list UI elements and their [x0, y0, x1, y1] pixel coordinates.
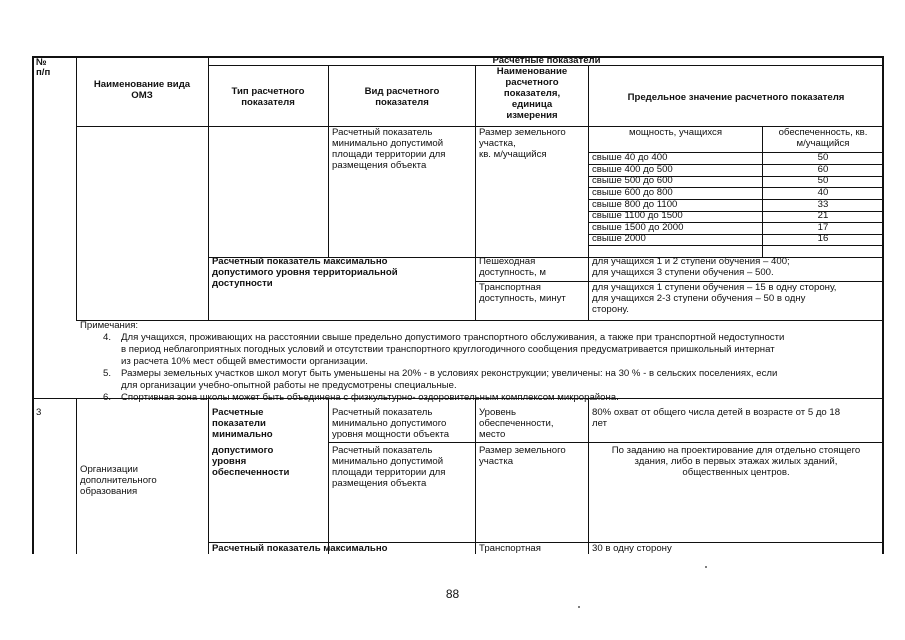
- school-walk-value-line-2: для учащихся 3 ступени обучения – 500.: [592, 267, 774, 278]
- row3-kind2-line-4: размещения объекта: [332, 478, 427, 489]
- row3-type-line-4: допустимого: [212, 445, 274, 456]
- header-unit-line-5: измерения: [506, 110, 558, 121]
- header-type-line-2: показателя: [241, 97, 295, 108]
- row3-name-line-2: дополнительного: [80, 475, 157, 486]
- school-access-type-line-3: доступности: [212, 278, 273, 289]
- scan-speck: [578, 606, 580, 608]
- row3-kind2-line-2: минимально допустимой: [332, 456, 444, 467]
- row3-kind1-line-2: минимально допустимого: [332, 418, 447, 429]
- row3-value2-line-2: здания, либо в первых этажах жилых зданий,: [634, 456, 838, 467]
- school-transport-unit-line-2: доступность, минут: [479, 293, 566, 304]
- school-access-type-line-2: допустимого уровня территориальной: [212, 267, 398, 278]
- school-kind-line-1: Расчетный показатель: [332, 127, 433, 138]
- school-range-6: свыше 1100 до 1500: [592, 210, 683, 221]
- row3-type-line-5: уровня: [212, 456, 247, 467]
- school-range-5: свыше 800 до 1100: [592, 199, 678, 210]
- row3-unit2-line-1: Размер земельного: [479, 445, 566, 456]
- note-4-line-2: в период неблагоприятных погодных условий и отсутствии транспортного круглогодичного сообщения предусматривается пришкольный интернат: [121, 344, 775, 355]
- header-group-title: Расчетные показатели: [492, 55, 601, 66]
- row3-kind1-line-3: уровня мощности объекта: [332, 429, 450, 440]
- school-col-capacity: мощность, учащихся: [628, 127, 723, 138]
- row3-value1-line-2: лет: [592, 418, 608, 429]
- school-transport-value-line-2: для учащихся 2-3 ступени обучения – 50 в одну: [592, 293, 806, 304]
- school-col-provision-line-1: обеспеченность, кв.: [778, 127, 868, 138]
- school-range-1: свыше 40 до 400: [592, 152, 668, 163]
- notes-title: Примечания:: [80, 320, 139, 331]
- note-4-number: 4.: [103, 332, 112, 343]
- school-value-5: 33: [817, 199, 829, 210]
- school-value-3: 50: [817, 175, 829, 186]
- header-num-2: п/п: [36, 67, 51, 78]
- header-limit: Предельное значение расчетного показателя: [627, 92, 845, 103]
- school-transport-unit-line-1: Транспортная: [479, 282, 541, 293]
- school-unit-line-1: Размер земельного: [479, 127, 566, 138]
- school-value-6: 21: [817, 210, 829, 221]
- school-walk-unit-line-2: доступность, м: [479, 267, 546, 278]
- row3-name-line-1: Организации: [80, 464, 139, 475]
- row3-value2-line-3: общественных центров.: [682, 467, 790, 478]
- school-value-2: 60: [817, 164, 829, 175]
- row3-type-line-2: показатели: [212, 418, 266, 429]
- col-line-2b: [208, 398, 209, 554]
- row-line-row3-mid: [328, 442, 883, 443]
- row3-transport-unit: Транспортная: [479, 543, 541, 554]
- note-5-number: 5.: [103, 368, 112, 379]
- row3-transport-value: 30 в одну сторону: [592, 543, 672, 554]
- row3-number: 3: [36, 407, 42, 418]
- header-kind-line-1: Вид расчетного: [364, 86, 440, 97]
- school-value-4: 40: [817, 187, 829, 198]
- school-transport-value-line-1: для учащихся 1 ступени обучения – 15 в одну сторону,: [592, 282, 837, 293]
- header-unit-line-3: показателя,: [503, 88, 561, 99]
- col-line-3b: [328, 398, 329, 554]
- page-number: 88: [445, 587, 460, 601]
- header-unit-line-4: единица: [511, 99, 553, 110]
- header-name-line-1: Наименование вида: [93, 79, 191, 90]
- row3-type-line-6: обеспеченности: [212, 467, 290, 478]
- note-5-line-1: Размеры земельных участков школ могут быть уменьшены на 20% - в условиях реконструкции; увеличены: на 30 % - в сельских поселениях, если: [121, 368, 778, 379]
- row3-value2-line-1: По заданию на проектирование для отдельно стоящего: [611, 445, 861, 456]
- school-transport-value-line-3: сторону.: [592, 304, 629, 315]
- scan-speck: [705, 566, 707, 568]
- school-value-1: 50: [817, 152, 829, 163]
- note-5-line-2: для организации учебно-опытной работы не предусмотрены специальные.: [121, 380, 457, 391]
- header-type-line-1: Тип расчетного: [231, 86, 305, 97]
- note-6-number: 6.: [103, 392, 112, 403]
- row3-unit1-line-2: обеспеченности,: [479, 418, 554, 429]
- header-num: №: [36, 57, 47, 68]
- row3-kind1-line-1: Расчетный показатель: [332, 407, 433, 418]
- row3-name-line-3: образования: [80, 486, 138, 497]
- school-range-3: свыше 500 до 600: [592, 175, 673, 186]
- row3-unit1-line-1: Уровень: [479, 407, 516, 418]
- note-4-line-1: Для учащихся, проживающих на расстоянии свыше предельно допустимого транспортного обслуживания, а также при транспортной недоступности: [121, 332, 785, 343]
- school-value-7: 17: [817, 222, 829, 233]
- row3-value1-line-1: 80% охват от общего числа детей в возрасте от 5 до 18: [592, 407, 841, 418]
- header-unit-line-1: Наименование: [496, 66, 568, 77]
- header-name-line-2: ОМЗ: [131, 90, 153, 101]
- table-border-left: [32, 56, 34, 554]
- row-line-notes: [76, 320, 883, 321]
- school-range-4: свыше 600 до 800: [592, 187, 673, 198]
- school-range-7: свыше 1500 до 2000: [592, 222, 684, 233]
- school-kind-line-4: размещения объекта: [332, 160, 427, 171]
- row3-type-line-1: Расчетные: [212, 407, 264, 418]
- row3-unit1-line-3: место: [479, 429, 506, 440]
- school-range-8: свыше 2000: [592, 233, 646, 244]
- school-unit-line-2: участка,: [479, 138, 516, 149]
- school-access-type-line-1: Расчетный показатель максимально: [212, 256, 388, 267]
- header-kind-line-2: показателя: [375, 97, 429, 108]
- col-line-1b: [76, 398, 77, 554]
- school-kind-line-2: минимально допустимой: [332, 138, 444, 149]
- school-col-provision-line-2: м/учащийся: [796, 138, 850, 149]
- school-walk-value-line-1: для учащихся 1 и 2 ступени обучения – 400;: [592, 256, 790, 267]
- header-unit-line-2: расчетного: [505, 77, 559, 88]
- school-kind-line-3: площади территории для: [332, 149, 446, 160]
- school-unit-line-3: кв. м/учащийся: [479, 149, 547, 160]
- col-line-4b: [475, 398, 476, 554]
- row-line-r8: [588, 245, 883, 246]
- row3-type-line-3: минимально: [212, 429, 273, 440]
- school-range-2: свыше 400 до 500: [592, 164, 673, 175]
- school-walk-unit-line-1: Пешеходная: [479, 256, 536, 267]
- school-value-8: 16: [817, 233, 829, 244]
- row3-kind2-line-3: площади территории для: [332, 467, 446, 478]
- row3-unit2-line-2: участка: [479, 456, 514, 467]
- note-4-line-3: из расчета 10% мест общей вместимости организации.: [121, 356, 368, 367]
- row3-access-type: Расчетный показатель максимально: [212, 543, 388, 554]
- note-6-line-1: Спортивная зона школы может быть объединена с физкультурно- оздоровительным комплексом микрорайона.: [121, 392, 619, 403]
- row3-kind2-line-1: Расчетный показатель: [332, 445, 433, 456]
